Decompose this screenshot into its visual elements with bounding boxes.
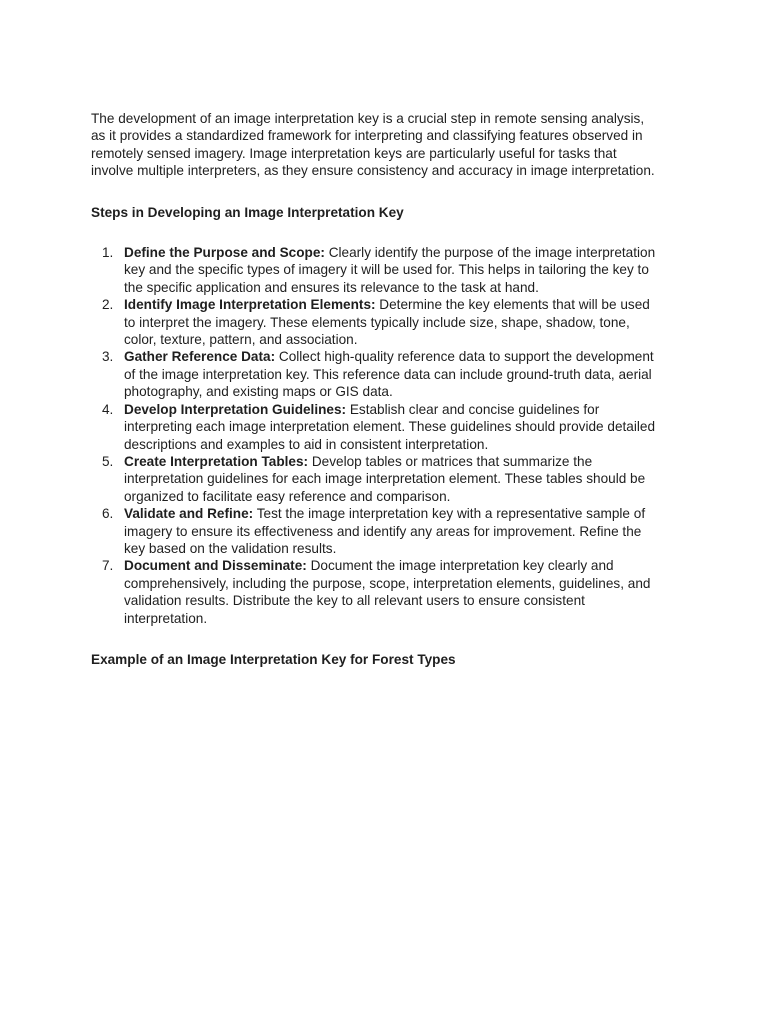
intro-paragraph: The development of an image interpretation key is a crucial step in remote sensing analysis, as it provides a standardized framework for interpreting and classifying features observed in remotely sensed imagery. Image interpretation keys are particularly useful for tasks that involve multiple interpreters, as they ensure consistency and accuracy in image interpretation. — [91, 111, 655, 179]
step-title: Identify Image Interpretation Elements: — [124, 297, 376, 313]
step-number: 2. — [102, 297, 114, 313]
step-title: Define the Purpose and Scope: — [124, 245, 325, 261]
list-item — [91, 505, 661, 557]
step-text: Test the image interpretation key with a representative sample of imagery to ensure its effectiveness and identify any areas for improvement. Refine the key based on the validation results. — [124, 506, 646, 556]
step-text: Collect high-quality reference data to support the development of the image interpretation key. This reference data can include ground-truth data, aerial photography, and existing maps or GIS data. — [124, 349, 654, 400]
list-item — [91, 296, 661, 348]
step-text: Establish clear and concise guidelines for interpreting each image interpretation element. These guidelines should provide detailed descriptions and examples to aid in consistent interpretation. — [124, 401, 655, 452]
step-title: Document and Disseminate: — [124, 558, 307, 574]
step-title: Gather Reference Data: — [124, 349, 276, 365]
document-page — [91, 110, 661, 668]
steps-list — [91, 244, 661, 627]
step-number: 6. — [102, 506, 114, 522]
list-item — [91, 557, 661, 627]
step-text: Develop tables or matrices that summarize the interpretation guidelines for each image interpretation element. These tables should be organized to facilitate easy reference and comparison. — [124, 453, 646, 504]
step-text: Clearly identify the purpose of the image interpretation key and the specific types of imagery it will be used for. This helps in tailoring the key to the specific application and ensures its relevance to the task at hand. — [124, 245, 656, 295]
step-text: Document the image interpretation key clearly and comprehensively, including the purpose, scope, interpretation elements, guidelines, and validation results. Distribute the key to all relevant users to ensure consistent interpretation. — [124, 558, 651, 626]
list-item — [91, 348, 661, 400]
list-item — [91, 244, 661, 296]
step-title: Develop Interpretation Guidelines: — [124, 401, 347, 417]
example-heading: Example of an Image Interpretation Key for Forest Types — [91, 651, 456, 667]
list-item — [91, 453, 661, 505]
step-text: Determine the key elements that will be used to interpret the imagery. These elements typically include size, shape, shadow, tone, color, texture, pattern, and association. — [124, 297, 650, 348]
step-number: 5. — [102, 453, 114, 469]
list-item — [91, 401, 661, 453]
steps-heading: Steps in Developing an Image Interpretation Key — [91, 204, 404, 220]
step-number: 1. — [102, 245, 114, 261]
step-number: 3. — [102, 349, 114, 365]
step-title: Create Interpretation Tables: — [124, 453, 309, 469]
step-number: 4. — [102, 401, 114, 417]
step-number: 7. — [102, 558, 114, 574]
step-title: Validate and Refine: — [124, 506, 254, 522]
